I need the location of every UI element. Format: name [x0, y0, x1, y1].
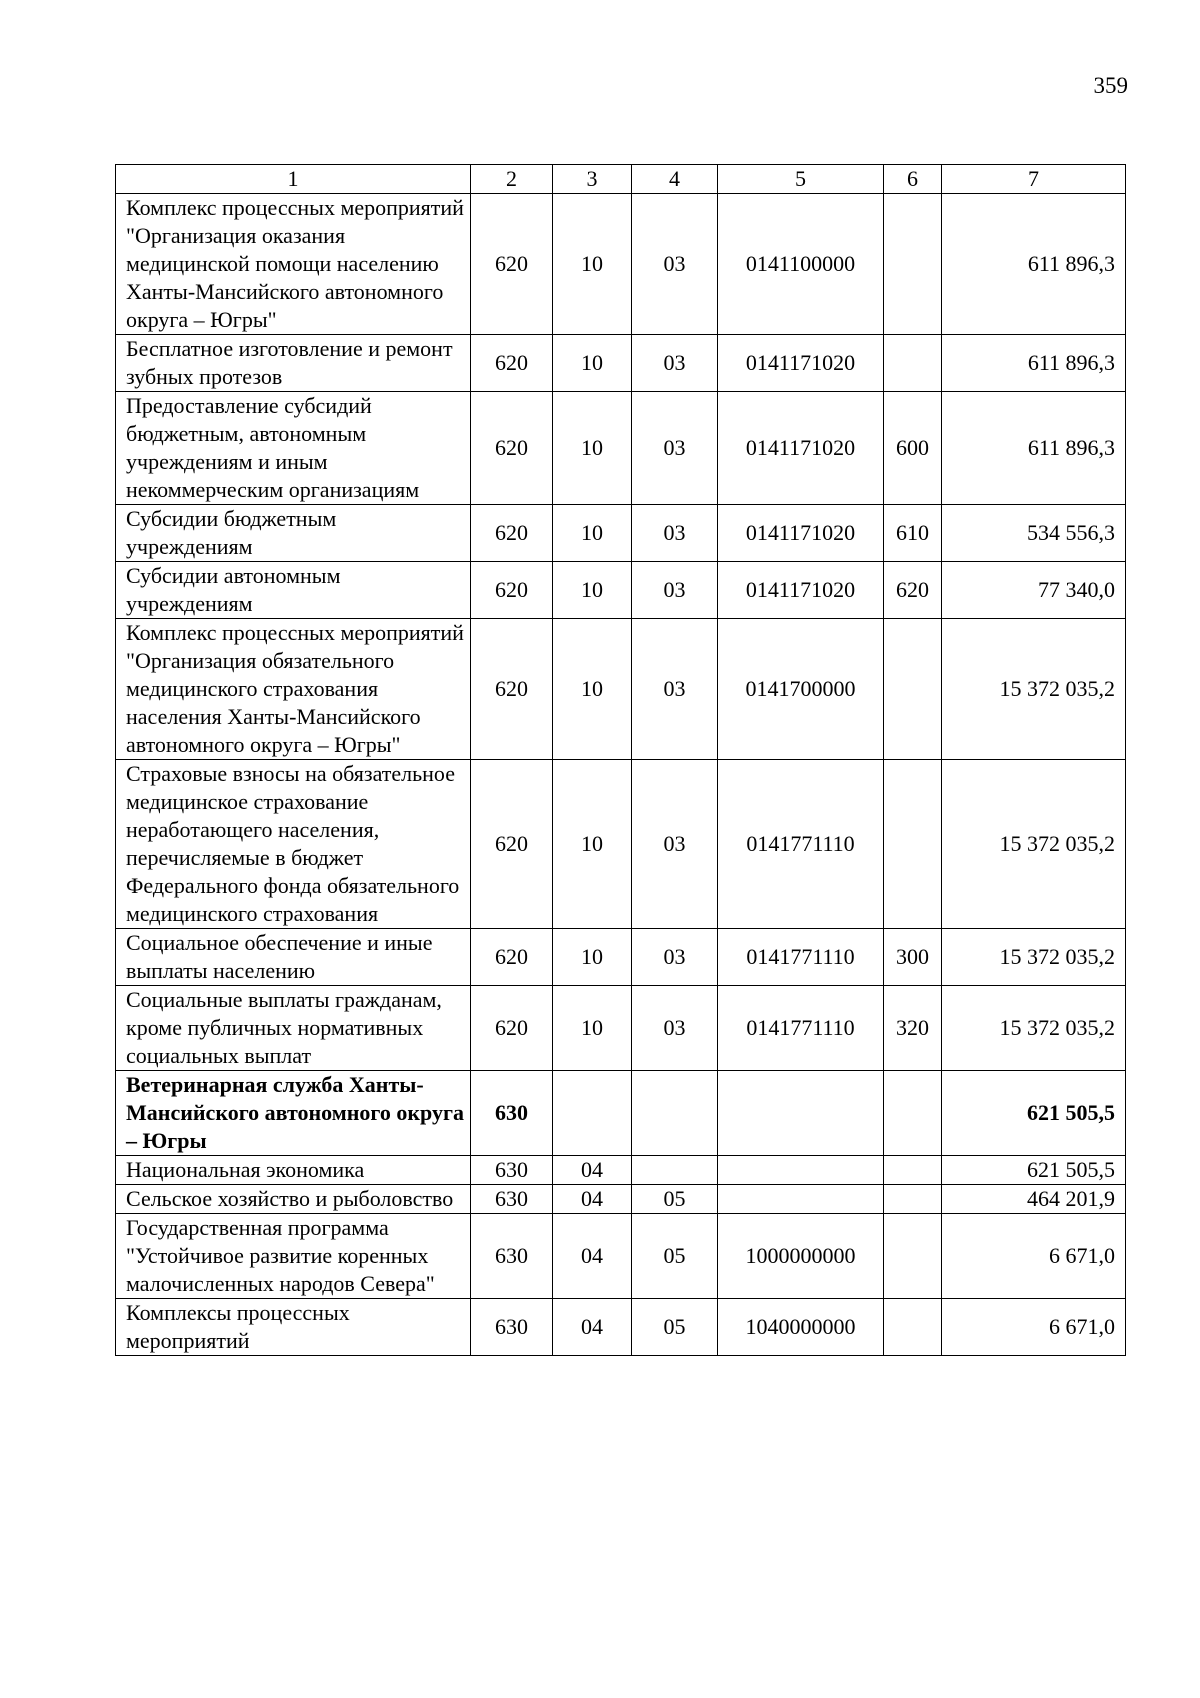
amount-cell: 77 340,0 — [942, 562, 1126, 619]
expense-type-cell: 620 — [884, 562, 942, 619]
table-row — [116, 1185, 1126, 1214]
amount-cell: 621 505,5 — [942, 1156, 1126, 1185]
subsection-cell: 03 — [632, 335, 718, 392]
table-row — [116, 505, 1126, 562]
row-name-cell: Страховые взносы на обязательное медицинское страхование неработающего населения, перечисляемые в бюджет Федерального фонда обязательного медицинского страхования — [116, 760, 471, 929]
table-row — [116, 562, 1126, 619]
admin-code-cell: 620 — [471, 194, 553, 335]
row-name-cell: Субсидии автономным учреждениям — [116, 562, 471, 619]
header-cell: 2 — [471, 165, 553, 194]
target-article-cell: 0141171020 — [718, 335, 884, 392]
amount-cell: 15 372 035,2 — [942, 619, 1126, 760]
section-cell: 10 — [553, 194, 632, 335]
subsection-cell: 03 — [632, 986, 718, 1071]
admin-code-cell: 630 — [471, 1071, 553, 1156]
row-name-cell: Сельское хозяйство и рыболовство — [116, 1185, 471, 1214]
admin-code-cell: 630 — [471, 1214, 553, 1299]
target-article-cell — [718, 1071, 884, 1156]
header-cell: 3 — [553, 165, 632, 194]
subsection-cell: 03 — [632, 619, 718, 760]
section-cell: 10 — [553, 760, 632, 929]
section-cell: 04 — [553, 1156, 632, 1185]
table-row — [116, 392, 1126, 505]
subsection-cell: 05 — [632, 1214, 718, 1299]
expense-type-cell: 610 — [884, 505, 942, 562]
amount-cell: 15 372 035,2 — [942, 760, 1126, 929]
budget-table — [115, 164, 1126, 1356]
section-cell: 04 — [553, 1185, 632, 1214]
section-cell: 10 — [553, 986, 632, 1071]
expense-type-cell — [884, 1071, 942, 1156]
admin-code-cell: 620 — [471, 392, 553, 505]
amount-cell: 611 896,3 — [942, 194, 1126, 335]
subsection-cell: 05 — [632, 1185, 718, 1214]
admin-code-cell: 620 — [471, 619, 553, 760]
section-cell: 10 — [553, 392, 632, 505]
expense-type-cell: 600 — [884, 392, 942, 505]
admin-code-cell: 630 — [471, 1299, 553, 1356]
section-cell: 10 — [553, 929, 632, 986]
expense-type-cell — [884, 1185, 942, 1214]
target-article-cell: 0141171020 — [718, 392, 884, 505]
table-row — [116, 1299, 1126, 1356]
expense-type-cell — [884, 1299, 942, 1356]
subsection-cell: 03 — [632, 760, 718, 929]
target-article-cell: 1040000000 — [718, 1299, 884, 1356]
amount-cell: 15 372 035,2 — [942, 986, 1126, 1071]
row-name-cell: Комплексы процессных мероприятий — [116, 1299, 471, 1356]
header-cell: 6 — [884, 165, 942, 194]
target-article-cell: 0141100000 — [718, 194, 884, 335]
table-row — [116, 194, 1126, 335]
subsection-cell: 03 — [632, 505, 718, 562]
row-name-cell: Бесплатное изготовление и ремонт зубных протезов — [116, 335, 471, 392]
subsection-cell — [632, 1156, 718, 1185]
row-name-cell: Ветеринарная служба Ханты-Мансийского автономного округа – Югры — [116, 1071, 471, 1156]
page-number: 359 — [1093, 73, 1128, 98]
admin-code-cell: 630 — [471, 1185, 553, 1214]
expense-type-cell — [884, 619, 942, 760]
admin-code-cell: 620 — [471, 335, 553, 392]
expense-type-cell — [884, 1156, 942, 1185]
table-row — [116, 1214, 1126, 1299]
amount-cell: 611 896,3 — [942, 392, 1126, 505]
table-row — [116, 760, 1126, 929]
table-row — [116, 1156, 1126, 1185]
target-article-cell: 0141771110 — [718, 760, 884, 929]
subsection-cell — [632, 1071, 718, 1156]
table-row — [116, 986, 1126, 1071]
header-cell: 4 — [632, 165, 718, 194]
amount-cell: 6 671,0 — [942, 1214, 1126, 1299]
target-article-cell: 0141700000 — [718, 619, 884, 760]
amount-cell: 534 556,3 — [942, 505, 1126, 562]
section-cell: 10 — [553, 619, 632, 760]
row-name-cell: Социальные выплаты гражданам, кроме публичных нормативных социальных выплат — [116, 986, 471, 1071]
row-name-cell: Субсидии бюджетным учреждениям — [116, 505, 471, 562]
subsection-cell: 03 — [632, 929, 718, 986]
subsection-cell: 03 — [632, 562, 718, 619]
expense-type-cell — [884, 194, 942, 335]
section-cell: 10 — [553, 562, 632, 619]
admin-code-cell: 630 — [471, 1156, 553, 1185]
header-cell: 7 — [942, 165, 1126, 194]
target-article-cell: 0141771110 — [718, 986, 884, 1071]
target-article-cell: 0141771110 — [718, 929, 884, 986]
table-row — [116, 1071, 1126, 1156]
admin-code-cell: 620 — [471, 929, 553, 986]
target-article-cell — [718, 1185, 884, 1214]
row-name-cell: Государственная программа "Устойчивое развитие коренных малочисленных народов Севера" — [116, 1214, 471, 1299]
target-article-cell: 1000000000 — [718, 1214, 884, 1299]
admin-code-cell: 620 — [471, 986, 553, 1071]
amount-cell: 6 671,0 — [942, 1299, 1126, 1356]
admin-code-cell: 620 — [471, 562, 553, 619]
admin-code-cell: 620 — [471, 505, 553, 562]
target-article-cell: 0141171020 — [718, 562, 884, 619]
row-name-cell: Предоставление субсидий бюджетным, автономным учреждениям и иным некоммерческим организациям — [116, 392, 471, 505]
subsection-cell: 03 — [632, 194, 718, 335]
subsection-cell: 03 — [632, 392, 718, 505]
expense-type-cell — [884, 760, 942, 929]
section-cell: 10 — [553, 505, 632, 562]
target-article-cell — [718, 1156, 884, 1185]
table-header-row — [116, 165, 1126, 194]
section-cell: 10 — [553, 335, 632, 392]
expense-type-cell — [884, 335, 942, 392]
section-cell: 04 — [553, 1214, 632, 1299]
subsection-cell: 05 — [632, 1299, 718, 1356]
expense-type-cell: 320 — [884, 986, 942, 1071]
table-row — [116, 929, 1126, 986]
expense-type-cell — [884, 1214, 942, 1299]
amount-cell: 611 896,3 — [942, 335, 1126, 392]
row-name-cell: Национальная экономика — [116, 1156, 471, 1185]
table-row — [116, 619, 1126, 760]
amount-cell: 621 505,5 — [942, 1071, 1126, 1156]
amount-cell: 15 372 035,2 — [942, 929, 1126, 986]
header-cell: 1 — [116, 165, 471, 194]
row-name-cell: Социальное обеспечение и иные выплаты населению — [116, 929, 471, 986]
admin-code-cell: 620 — [471, 760, 553, 929]
section-cell — [553, 1071, 632, 1156]
row-name-cell: Комплекс процессных мероприятий "Организация оказания медицинской помощи населению Ханты-Мансийского автономного округа – Югры" — [116, 194, 471, 335]
amount-cell: 464 201,9 — [942, 1185, 1126, 1214]
section-cell: 04 — [553, 1299, 632, 1356]
table-row — [116, 335, 1126, 392]
expense-type-cell: 300 — [884, 929, 942, 986]
header-cell: 5 — [718, 165, 884, 194]
target-article-cell: 0141171020 — [718, 505, 884, 562]
row-name-cell: Комплекс процессных мероприятий "Организация обязательного медицинского страхования населения Ханты-Мансийского автономного округа – Югры" — [116, 619, 471, 760]
